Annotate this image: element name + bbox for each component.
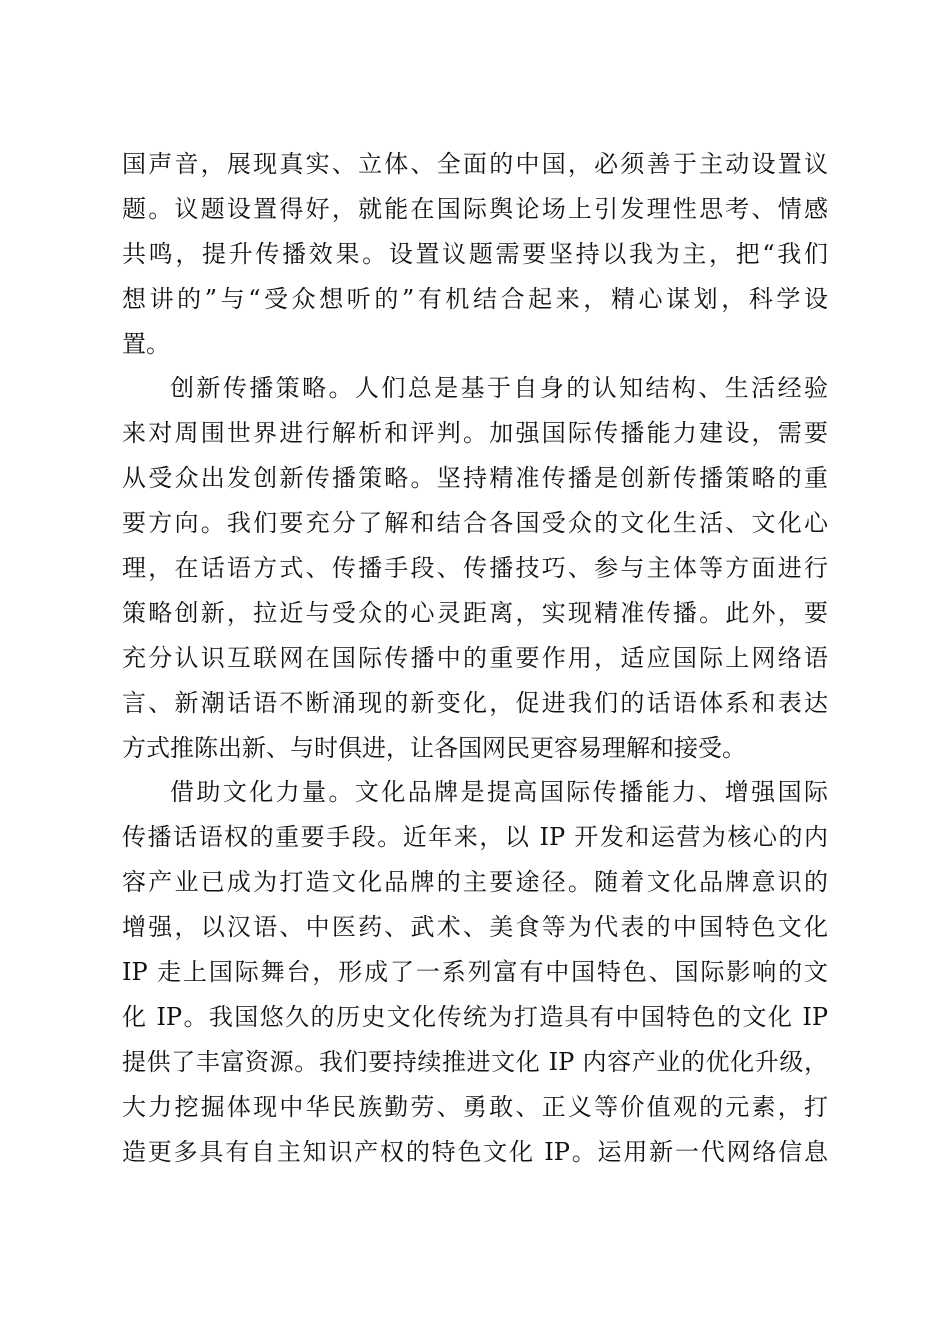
- text-line: 方式推陈出新、与时俱进，让各国网民更容易理解和接受。: [122, 733, 746, 762]
- text-line: 传播话语权的重要手段。近年来，以 IP 开发和运营为核心的内: [122, 823, 828, 852]
- text-line: 创新传播策略。人们总是基于自身的认知结构、生活经验: [170, 374, 828, 403]
- text-line: 增强，以汉语、中医药、武术、美食等为代表的中国特色文化: [122, 913, 828, 942]
- text-line: 借助文化力量。文化品牌是提高国际传播能力、增强国际: [170, 778, 828, 807]
- body-text: [122, 142, 828, 1174]
- text-line: 题。议题设置得好，就能在国际舆论场上引发理性思考、情感: [122, 194, 828, 223]
- text-line: 充分认识互联网在国际传播中的重要作用，适应国际上网络语: [122, 643, 828, 672]
- text-line: 策略创新，拉近与受众的心灵距离，实现精准传播。此外，要: [122, 598, 828, 627]
- text-line: 要方向。我们要充分了解和结合各国受众的文化生活、文化心: [122, 509, 828, 538]
- text-line: 理，在话语方式、传播手段、传播技巧、参与主体等方面进行: [122, 554, 828, 583]
- text-line: 置。: [122, 329, 170, 358]
- text-line: 从受众出发创新传播策略。坚持精准传播是创新传播策略的重: [122, 464, 828, 493]
- text-line: 来对周围世界进行解析和评判。加强国际传播能力建设，需要: [122, 419, 828, 448]
- text-line: 大力挖掘体现中华民族勤劳、勇敢、正义等价值观的元素，打: [122, 1092, 828, 1121]
- text-line: 提供了丰富资源。我们要持续推进文化 IP 内容产业的优化升级，: [122, 1047, 828, 1076]
- text-line: 共鸣，提升传播效果。设置议题需要坚持以我为主，把“我们: [122, 239, 828, 268]
- text-line: 言、新潮话语不断涌现的新变化，促进我们的话语体系和表达: [122, 688, 828, 717]
- text-line: 想讲的”与“受众想听的”有机结合起来，精心谋划，科学设: [122, 284, 828, 313]
- text-line: IP 走上国际舞台，形成了一系列富有中国特色、国际影响的文: [122, 958, 828, 987]
- text-line: 化 IP。我国悠久的历史文化传统为打造具有中国特色的文化 IP: [122, 1002, 828, 1031]
- text-line: 国声音，展现真实、立体、全面的中国，必须善于主动设置议: [122, 150, 828, 178]
- text-line: 造更多具有自主知识产权的特色文化 IP。运用新一代网络信息: [122, 1137, 828, 1166]
- text-line: 容产业已成为打造文化品牌的主要途径。随着文化品牌意识的: [122, 868, 828, 897]
